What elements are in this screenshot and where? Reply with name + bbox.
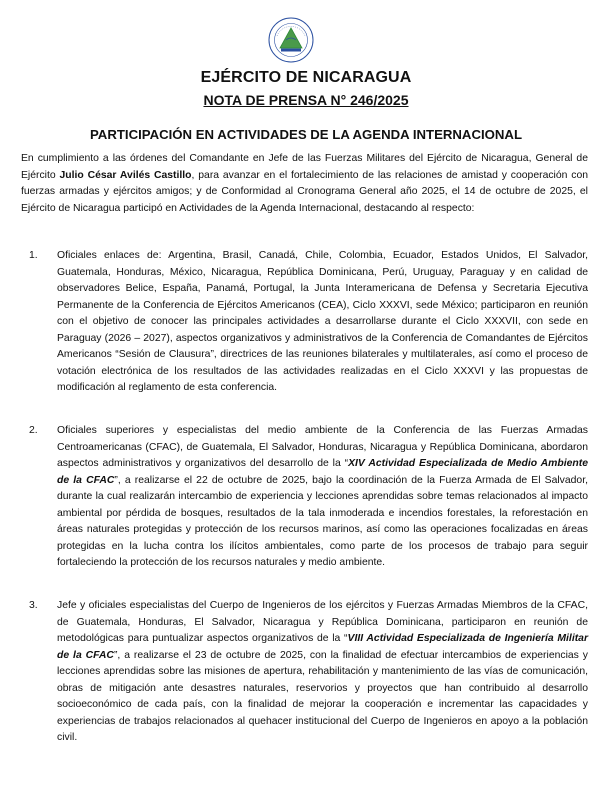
activity-name: XIV Actividad Especializada de Medio Ambiente de la CFAC xyxy=(57,458,588,486)
organization-name: EJÉRCITO DE NICARAGUA xyxy=(200,69,412,86)
list-item xyxy=(21,423,588,572)
press-note-number: NOTA DE PRENSA N° 246/2025 xyxy=(203,92,409,108)
list-item-text-end: ”, a realizarse el 23 de octubre de 2025, con la finalidad de efectuar intercambios de experiencias y lecciones aprendidas sobre las misiones de apertura, rehabilitación y mantenimiento de las vías de comunicación, obras de mitigación ante desastres naturales, reservorios y proyectos que han contribuido al desarrollo socioeconómico de cada país, con la finalidad de mejorar la cooperación e incrementar las capacidades y experiencias de trabajos relacionados al quehacer institucional del Cuerpo de Ingenieros en apoyo a la población civil. xyxy=(57,649,588,743)
list-item-text-start: Jefe y oficiales especialistas del Cuerpo de Ingenieros de los ejércitos y Fuerzas Armadas Miembros de la CFAC, de Guatemala, Honduras, El Salvador, Nicaragua y República Dominicana, participaron en reunión de metodológicas para puntualizar aspectos organizativos de la “ xyxy=(57,600,588,644)
army-seal-logo xyxy=(267,16,315,64)
press-release-title: PARTICIPACIÓN EN ACTIVIDADES DE LA AGENDA INTERNACIONAL xyxy=(89,127,523,142)
list-item xyxy=(21,248,588,397)
activity-name: VIII Actividad Especializada de Ingeniería Militar de la CFAC xyxy=(57,633,588,661)
intro-paragraph xyxy=(21,151,588,217)
list-item-number: 1. xyxy=(29,250,38,261)
list-item-number: 3. xyxy=(29,600,38,611)
list-item-number: 2. xyxy=(29,425,38,436)
commander-name: Julio César Avilés Castillo xyxy=(59,169,192,181)
intro-text-start: En cumplimiento a las órdenes del Comandante en Jefe de las Fuerzas Militares del Ejército de Nicaragua, General de Ejército xyxy=(21,153,588,181)
list-item-text-end: ”, a realizarse el 22 de octubre de 2025, bajo la coordinación de la Fuerza Armada de El Salvador, durante la cual realizarán intercambio de experiencia y lecciones aprendidas sobre temas relacionados al impacto ambiental por pérdida de bosques, resultados de la tala inmoderada e incendios forestales, la reforestación en áreas naturales protegidas y protección de los recursos marinos, así como las operaciones focalizadas en áreas protegidas en la lucha contra los ilícitos ambientales, como parte de los procesos de trabajo para seguir fortaleciendo la protección de los recursos naturales y medio ambiente. xyxy=(57,474,588,568)
intro-text-end: , para avanzar en el fortalecimiento de las relaciones de amistad y cooperación con fuerzas armadas y ejércitos amigos; y de Conformidad al Cronograma General año 2025, el 14 de octubre de 2025, el Ejército de Nicaragua participó en Actividades de la Agenda Internacional, destacando al respecto: xyxy=(21,169,589,214)
list-item-text: Oficiales enlaces de: Argentina, Brasil, Canadá, Chile, Colombia, Ecuador, Estados Unidos, El Salvador, Guatemala, Honduras, México, Nicaragua, República Dominicana, Perú, Uruguay, Paraguay y en calidad de observadores Belice, España, Panamá, Portugal, la Junta Interamericana de Defensa y Secretaria Ejecutiva Permanente de la Conferencia de Ejércitos Americanos (CEA), Ciclo XXXVI, sede México; participaron en reunión con el objetivo de conocer las principales actividades a desarrollarse durante el Ciclo XXXVII, con sede en Paraguay (2026 – 2027), aspectos organizativos y administrativos de la Conferencia de Comandantes de Ejércitos Americanos “Sesión de Clausura”, directrices de las reuniones bilaterales y multilaterales, así como el proceso de votación electrónica de los resultados de las actividades realizadas en el Ciclo XXXVI y las propuestas de modificación al reglamento de esta conferencia. xyxy=(57,250,588,393)
list-item-text xyxy=(57,423,588,572)
list-item xyxy=(21,598,588,747)
list-item-text xyxy=(57,598,588,747)
list-item-text-start: Oficiales superiores y especialistas del medio ambiente de la Conferencia de las Fuerzas Armadas Centroamericanas (CFAC), de Guatemala, El Salvador, Honduras, Nicaragua y República Dominicana, abordaron aspectos administrativos y organizativos del desarrollo de la “ xyxy=(57,425,588,469)
